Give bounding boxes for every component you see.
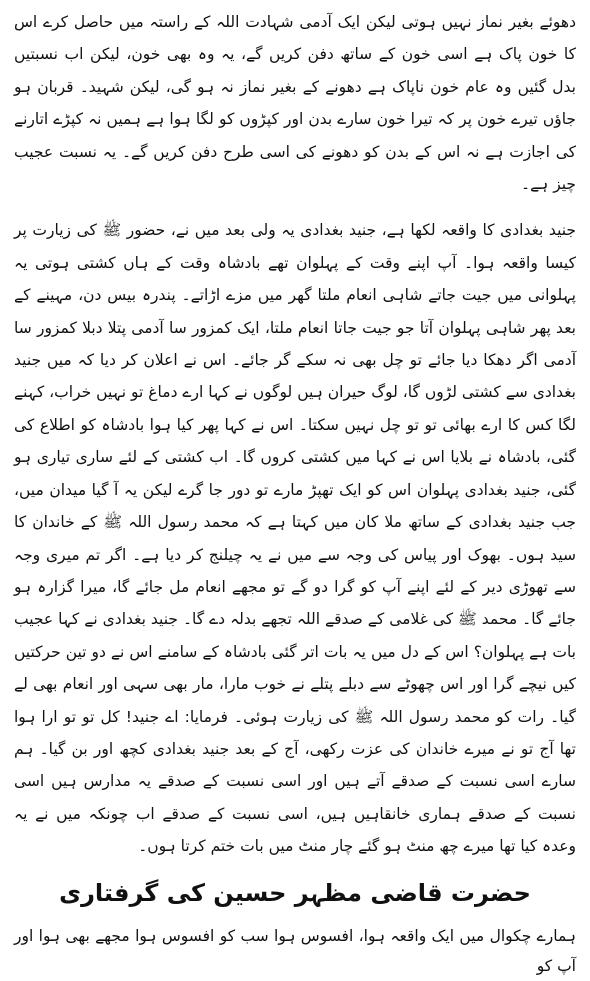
paragraph-chakwal-incident: ہمارے چکوال میں ایک واقعہ ہوا، افسوس ہوا سب کو افسوس ہوا مجھے بھی ہوا اور آپ کو bbox=[14, 926, 576, 975]
paragraph-martyr-blood: دھوئے بغیر نماز نہیں ہوتی لیکن ایک آدمی شہادت اللہ کے راستہ میں حاصل کرے اس کا خون پاک ہے اسی خون کے ساتھ دفن کریں گے، یہ وہ بھی خون، لیکن اب نسبتیں بدل گئیں وہ عام خون ناپاک ہے دھونے کے بغیر نماز نہ ہو گی، لیکن شہید۔ قربان ہو جاؤں تیرے خون پر کہ تیرا خون سارے بدن اور کپڑوں کو لگا ہوا ہے ہمیں نہ کپڑے اتارنے کی اجازت ہے نہ اس کے بدن کو دھونے کی اسی طرح دفن کریں گے۔ یہ نسبت عجیب چیز ہے۔ bbox=[14, 13, 576, 194]
section-heading: حضرت قاضی مظہر حسین کی گرفتاری bbox=[59, 878, 531, 907]
paragraph-junaid-baghdadi-story: جنید بغدادی کا واقعہ لکھا ہے، جنید بغدادی یہ ولی بعد میں نے، حضور ﷺ کی زیارت پر کیسا واقعہ ہوا۔ آپ اپنے وقت کے پہلوان تھے بادشاہ وقت کے ہاں کشتی ہوتی یہ پہلوانی میں جیت جاتے شاہی انعام ملتا گھر میں مزے اڑاتے۔ پندرہ بیس دن، مہینے کے بعد پھر شاہی پہلوان آتا جو جیت جاتا انعام ملتا، ایک کمزور سا آدمی پتلا دبلا کمزور سا آدمی اگر دھکا دیا جائے تو چل بھی نہ سکے گر جائے۔ اس نے اعلان کر دیا کہ میں جنید بغدادی سے کشتی لڑوں گا، لوگ حیران ہیں لوگوں نے کہا ارے دماغ تو نہیں خراب، کہنے لگا کس کا ارے بھائی تو تو چل نہیں سکتا۔ اس نے کہا پھر کیا ہوا بادشاہ کو اطلاع کی گئی، بادشاہ نے بلایا اس نے کہا میں کشتی کروں گا۔ اب کشتی کے لئے ساری تیاری ہو گئی، جنید بغدادی پہلوان اس کو ایک تھپڑ مارے تو دور جا گرے لیکن یہ آ گیا میدان میں، جب جنید بغدادی کے ساتھ ملا کان میں کہتا ہے کہ محمد رسول اللہ ﷺ کے خاندان کا سید ہوں۔ بھوک اور پیاس کی وجہ سے میں نے یہ چیلنج کر دیا ہے۔ اگر تم میری وجہ سے تھوڑی دیر کے لئے اپنے آپ کو گرا دو گے تو مجھے انعام مل جائے گا، میرا گزارہ ہو جائے گا۔ محمد ﷺ کی غلامی کے صدقے اللہ تجھے بدلہ دے گا۔ جنید بغدادی نے کہا عجیب بات ہے پہلوان؟ اس کے دل میں یہ بات اتر گئی بادشاہ کے سامنے اس نے دو تین حرکتیں کیں نیچے گرا اور اس چھوٹے سے دبلے پتلے نے خوب مارا، مار بھی سہی اور انعام بھی لے گیا۔ رات کو محمد رسول اللہ ﷺ کی زیارت ہوئی۔ فرمایا: اے جنید! کل تو تو ارا ہوا تھا آج تو نے میرے خاندان کی عزت رکھی، آج کے بعد جنید بغدادی کچھ اور بن گیا۔ ہم سارے اسی نسبت کے صدقے آتے ہیں اور اسی نسبت کے صدقے یہ مدارس ہیں اسی نسبت کے صدقے ہماری خانقاہیں ہیں، اسی نسبت کے صدقے اب چونکہ میں نے یہ وعدہ کیا تھا میرے چھ منٹ ہو گئے چار منٹ میں بات ختم کرتا ہوں۔ bbox=[14, 221, 576, 856]
